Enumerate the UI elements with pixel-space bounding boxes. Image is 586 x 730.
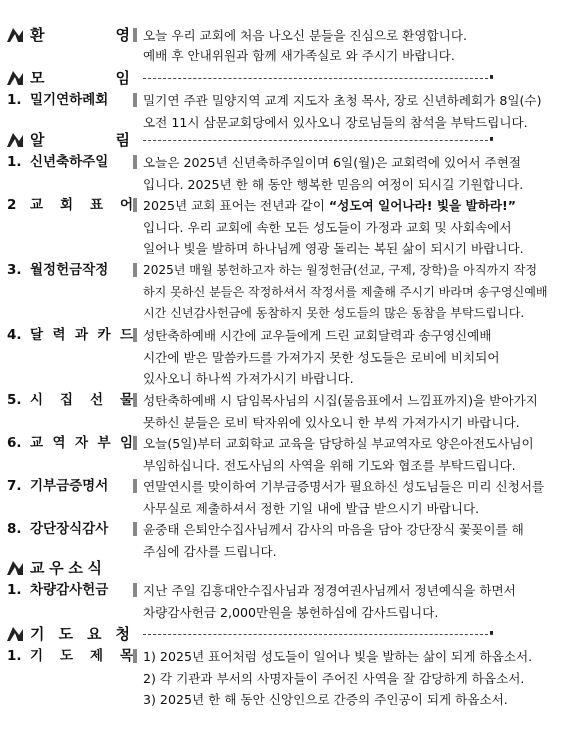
- item-number: 1.: [7, 648, 22, 664]
- item-label: 신년축하주일: [30, 154, 109, 170]
- title-char: 알: [30, 131, 45, 149]
- label-bar: [133, 583, 137, 597]
- welcome-text: [143, 26, 573, 66]
- text-line: 밀기연 주관 밀양지역 교계 지도자 초청 목사, 장로 신년하례회가 8일(수): [143, 93, 542, 108]
- item-body: [143, 90, 573, 133]
- item-label: 월정헌금작정: [30, 262, 109, 278]
- divider-dot: [490, 75, 493, 78]
- flag-icon: [7, 627, 23, 641]
- text-line: 오늘은 2025년 신년축하주일이며 6일(월)은 교회력에 있어서 주현절: [143, 155, 522, 170]
- dashed-divider: [143, 634, 493, 635]
- text-line: 오늘 우리 교회에 처음 나오신 분들을 진심으로 환영합니다.: [143, 28, 467, 43]
- item-label: 시 집 선 물: [30, 392, 133, 408]
- notice-item: [0, 325, 586, 390]
- text-line: 2) 각 기관과 부서의 사명자들이 주어진 사역을 잘 감당하게 하옵소서.: [143, 670, 525, 686]
- section-member-news: [0, 558, 586, 580]
- text-line: 예배 후 안내위원과 함께 새가족실로 와 주시기 바랍니다.: [143, 48, 455, 63]
- notice-item: [0, 260, 586, 325]
- notice-item: [0, 476, 586, 519]
- text-line: 있사오니 하나씩 가져가시기 바랍니다.: [143, 371, 354, 386]
- text-line: 1) 2025년 표어처럼 성도들이 일어나 빛을 발하는 삶이 되게 하옵소서.: [143, 649, 533, 664]
- label-bar: [133, 198, 137, 212]
- item-body: [143, 260, 573, 325]
- section-title: [30, 559, 102, 578]
- text-line: 시간에 받은 말씀카드를 가져가지 못한 성도들은 로비에 비치되어: [143, 349, 500, 365]
- flag-icon: [7, 561, 23, 575]
- text-line: 사무실로 제출하셔서 정한 기일 내에 발급 받으시기 바랍니다.: [143, 500, 480, 516]
- flag-icon: [7, 133, 23, 147]
- text-line: 시간 신년감사헌금에 동참하지 못한 성도들의 많은 동참을 부탁드립니다.: [143, 306, 525, 320]
- divider-dot: [490, 137, 493, 140]
- item-body: [143, 519, 573, 562]
- label-bar: [133, 522, 137, 536]
- label-bar: [133, 436, 137, 450]
- section-title: [30, 26, 130, 45]
- title-char: 도: [58, 625, 73, 643]
- item-label: 밀기연하례회: [30, 92, 109, 108]
- title-char: 기: [30, 625, 45, 643]
- item-body: [143, 152, 573, 195]
- label-bar: [133, 93, 137, 107]
- section-welcome: [0, 25, 586, 63]
- text-segment: 2025년 교회 표어는 전년과 같이: [143, 198, 329, 213]
- item-body: [143, 195, 573, 260]
- item-number: 1.: [7, 154, 22, 170]
- label-bar: [133, 328, 137, 342]
- text-line: 연말연시를 맞이하여 기부금증명서가 필요하신 성도님들은 미리 신청서를: [143, 479, 545, 494]
- item-label: 교 회 표 어: [30, 197, 133, 213]
- item-body: [143, 325, 573, 390]
- title-char: 영: [115, 26, 130, 44]
- item-number: 5.: [7, 392, 22, 408]
- item-number: 7.: [7, 478, 22, 494]
- item-body: [143, 646, 573, 711]
- title-char: 우: [49, 559, 64, 577]
- item-number: 4.: [7, 327, 22, 343]
- text-line: 성탄축하예배 시 담임목사님의 시집(물음표에서 느낌표까지)을 받아가지: [143, 393, 538, 408]
- title-char: 교: [30, 559, 45, 577]
- item-number: 8.: [7, 521, 22, 537]
- text-line: 못하신 분들은 로비 탁자위에 있사오니 한 부씩 가져가시기 바랍니다.: [143, 414, 520, 430]
- item-number: 6.: [7, 435, 22, 451]
- meeting-item: [0, 90, 586, 134]
- item-number: 2: [7, 197, 17, 213]
- item-body: [143, 390, 573, 433]
- title-char: 소: [68, 559, 83, 577]
- text-line: 입니다. 우리 교회에 속한 모든 성도들이 가정과 교회 및 사회속에서: [143, 219, 512, 235]
- label-bar: [133, 155, 137, 169]
- label-bar: [133, 263, 137, 277]
- label-bar: [133, 649, 137, 663]
- section-notices: [0, 130, 586, 152]
- text-line: 입니다. 2025년 한 해 동안 행복한 믿음의 여정이 되시길 기원합니다.: [143, 176, 524, 192]
- title-char: 청: [115, 625, 130, 643]
- item-label: 달 력 과 카 드: [30, 327, 133, 343]
- text-line: 성탄축하예배 시간에 교우들에게 드린 교회달력과 송구영신예배: [143, 328, 492, 343]
- flag-icon: [7, 71, 23, 85]
- item-number: 1.: [7, 582, 22, 598]
- news-item: [0, 580, 586, 623]
- title-char: 임: [115, 69, 130, 87]
- item-number: 3.: [7, 262, 22, 278]
- label-bar: [133, 393, 137, 407]
- title-char: 모: [30, 69, 45, 87]
- notice-item: [0, 195, 586, 260]
- item-body: [143, 476, 573, 519]
- text-line: 하지 못하신 분들은 작정하셔서 작정서를 제출해 주시기 바라며 송구영신예배: [143, 284, 548, 299]
- text-line: 지난 주일 김흥대안수집사님과 정경여권사님께서 정년예식을 하면서: [143, 583, 516, 598]
- divider-dot: [490, 631, 493, 634]
- text-line: 2025년 매월 봉헌하고자 하는 월정헌금(선교, 구제, 장학)을 아직까지 작정: [143, 263, 538, 277]
- section-title: [30, 69, 130, 88]
- section-meetings: [0, 68, 586, 90]
- item-label: 차량감사헌금: [30, 582, 109, 598]
- label-bar: [133, 28, 137, 42]
- text-line: 차량감사헌금 2,000만원을 봉헌하심에 감사드립니다.: [143, 604, 439, 620]
- title-char: 식: [87, 559, 102, 577]
- text-line: 3) 2025년 한 해 동안 신앙인으로 간증의 주인공이 되게 하옵소서.: [143, 692, 508, 707]
- text-line: 윤중태 은퇴안수집사님께서 감사의 마음을 담아 강단장식 꽃꽂이를 해: [143, 522, 524, 537]
- prayer-item: [0, 646, 586, 712]
- motto-text: “성도여 일어나라! 빛을 발하라!”: [328, 198, 517, 213]
- item-body: [143, 433, 573, 476]
- section-title: [30, 625, 130, 644]
- item-label: 강단장식감사: [30, 521, 109, 537]
- item-label: 교 역 자 부 임: [30, 435, 133, 451]
- text-line: 오전 11시 삼문교회당에서 있사오니 장로님들의 참석을 부탁드립니다.: [143, 114, 528, 130]
- section-prayer-requests: [0, 624, 586, 646]
- dashed-divider: [143, 140, 493, 141]
- text-line: 주심에 감사를 드립니다.: [143, 543, 277, 559]
- text-line: 일어나 빛을 발하며 하나님께 영광 돌리는 복된 삶이 되시기 바랍니다.: [143, 241, 524, 256]
- text-line: 오늘(5일)부터 교회학교 교육을 담당하실 부교역자로 양은아전도사님이: [143, 436, 534, 451]
- notice-item: [0, 519, 586, 562]
- item-label: 기 도 제 목: [30, 648, 133, 664]
- item-body: [143, 580, 573, 623]
- notice-item: [0, 433, 586, 476]
- flag-icon: [7, 28, 23, 42]
- title-char: 요: [87, 625, 102, 643]
- title-char: 환: [30, 26, 45, 44]
- notice-item: [0, 390, 586, 433]
- text-line: [143, 195, 573, 217]
- dashed-divider: [143, 78, 493, 79]
- item-number: 1.: [7, 92, 22, 108]
- section-title: [30, 131, 130, 150]
- title-char: 림: [115, 131, 130, 149]
- label-bar: [133, 479, 137, 493]
- text-line: 부임하십니다. 전도사님의 사역을 위해 기도와 협조를 부탁드립니다.: [143, 457, 516, 473]
- notice-item: [0, 152, 586, 195]
- item-label: 기부금증명서: [30, 478, 109, 494]
